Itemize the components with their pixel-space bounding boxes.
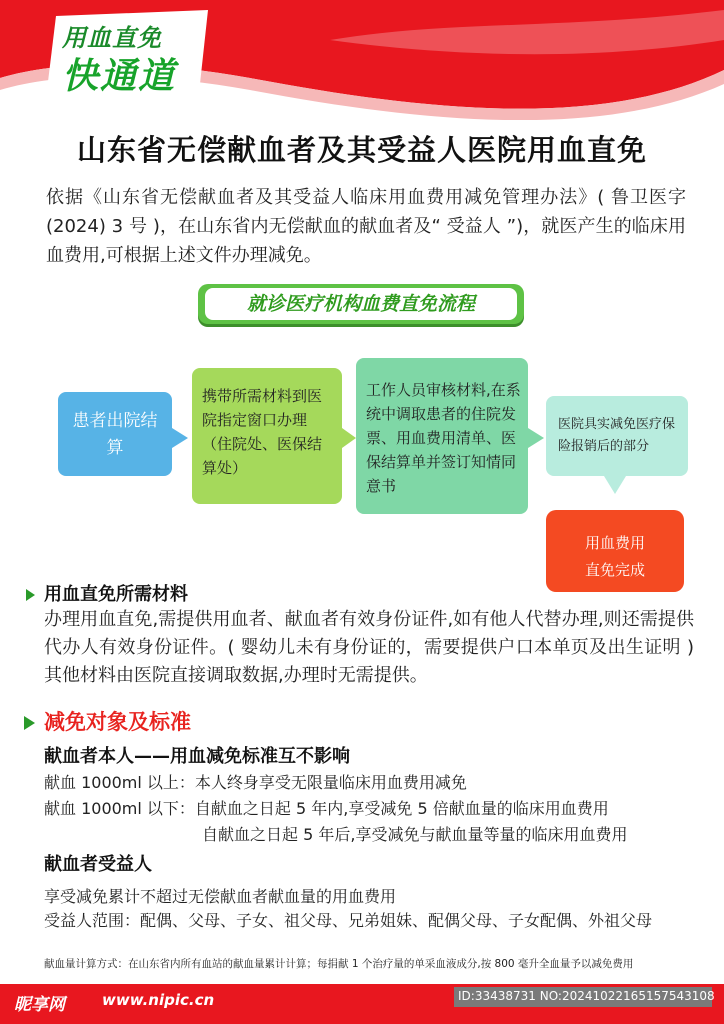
step-complete-line2: 直免完成 <box>584 561 645 579</box>
beneficiary-line-2: 受益人范围：配偶、父母、子女、祖父母、兄弟姐妹、配偶父母、子女配偶、外祖父母 <box>44 911 653 930</box>
arrow-right-icon <box>528 426 546 450</box>
intro-paragraph: 依据《山东省无偿献血者及其受益人临床用血费用减免管理办法》( 鲁卫医字 (2024) 3 号 )，在山东省内无偿献血的献血者及“ 受益人 ”)，就医产生的临床用血费用,可根据上述文件办理减免。 <box>46 187 686 266</box>
arrow-down-icon <box>602 476 628 496</box>
step-review-text: 工作人员审核材料,在系统中调取患者的住院发票、用血费用清单、医保结算单并签订知情同意书 <box>366 381 521 495</box>
donor-line-2: 献血 1000ml 以下：自献血之日起 5 年内,享受减免 5 倍献血量的临床用血费用 <box>44 799 609 818</box>
step-submit-materials-box <box>192 368 342 504</box>
watermark-url: www.nipic.cn <box>102 991 215 1009</box>
badge-title: 用血直免 <box>62 24 162 52</box>
beneficiary-heading: 献血者受益人 <box>44 854 152 875</box>
beneficiary-line-1: 享受减免累计不超过无偿献血者献血量的用血费用 <box>44 887 397 906</box>
triangle-bullet-icon <box>24 716 36 730</box>
id-text: ID:33438731 NO:20241022165157543108 <box>458 989 715 1003</box>
page-title: 山东省无偿献血者及其受益人医院用血直免 <box>76 133 647 167</box>
step-submit-materials-text: 携带所需材料到医院指定窗口办理（住院处、医保结算处） <box>202 387 323 477</box>
arrow-right-icon <box>172 426 192 450</box>
materials-body: 办理用血直免,需提供用血者、献血者有效身份证件,如有他人代替办理,则还需提供代办人有效身份证件。( 婴幼儿未有身份证的，需要提供户口本单页及出生证明 ) 其他材料由医院直接调取数据,办理时无需提供。 <box>44 609 694 686</box>
step-reduction-text: 医院具实减免医疗保险报销后的部分 <box>558 417 676 454</box>
step-reduction-box <box>546 396 688 476</box>
materials-heading: 用血直免所需材料 <box>44 584 188 605</box>
step-discharge-text: 患者出院结算 <box>72 411 158 458</box>
scope-heading: 减免对象及标准 <box>44 710 191 734</box>
step-review-box <box>356 358 528 514</box>
step-complete-box <box>546 510 684 592</box>
footnote: 献血量计算方式：在山东省内所有血站的献血量累计计算；每捐献 1 个治疗量的单采血液成分,按 800 毫升全血量予以减免费用 <box>44 958 634 970</box>
donor-heading: 献血者本人——用血减免标准互不影响 <box>44 746 350 767</box>
donor-line-1: 献血 1000ml 以上：本人终身享受无限量临床用血费用减免 <box>44 773 467 792</box>
badge-subtitle: 快通道 <box>62 56 177 97</box>
step-complete-line1: 用血费用 <box>584 534 645 552</box>
triangle-bullet-icon <box>26 589 35 601</box>
donor-line-3: 自献血之日起 5 年后,享受减免与献血量等量的临床用血费用 <box>202 825 628 844</box>
step-discharge-box <box>58 392 172 476</box>
process-title: 就诊医疗机构血费直免流程 <box>246 293 475 315</box>
watermark-logo: 昵享网 <box>14 995 65 1015</box>
